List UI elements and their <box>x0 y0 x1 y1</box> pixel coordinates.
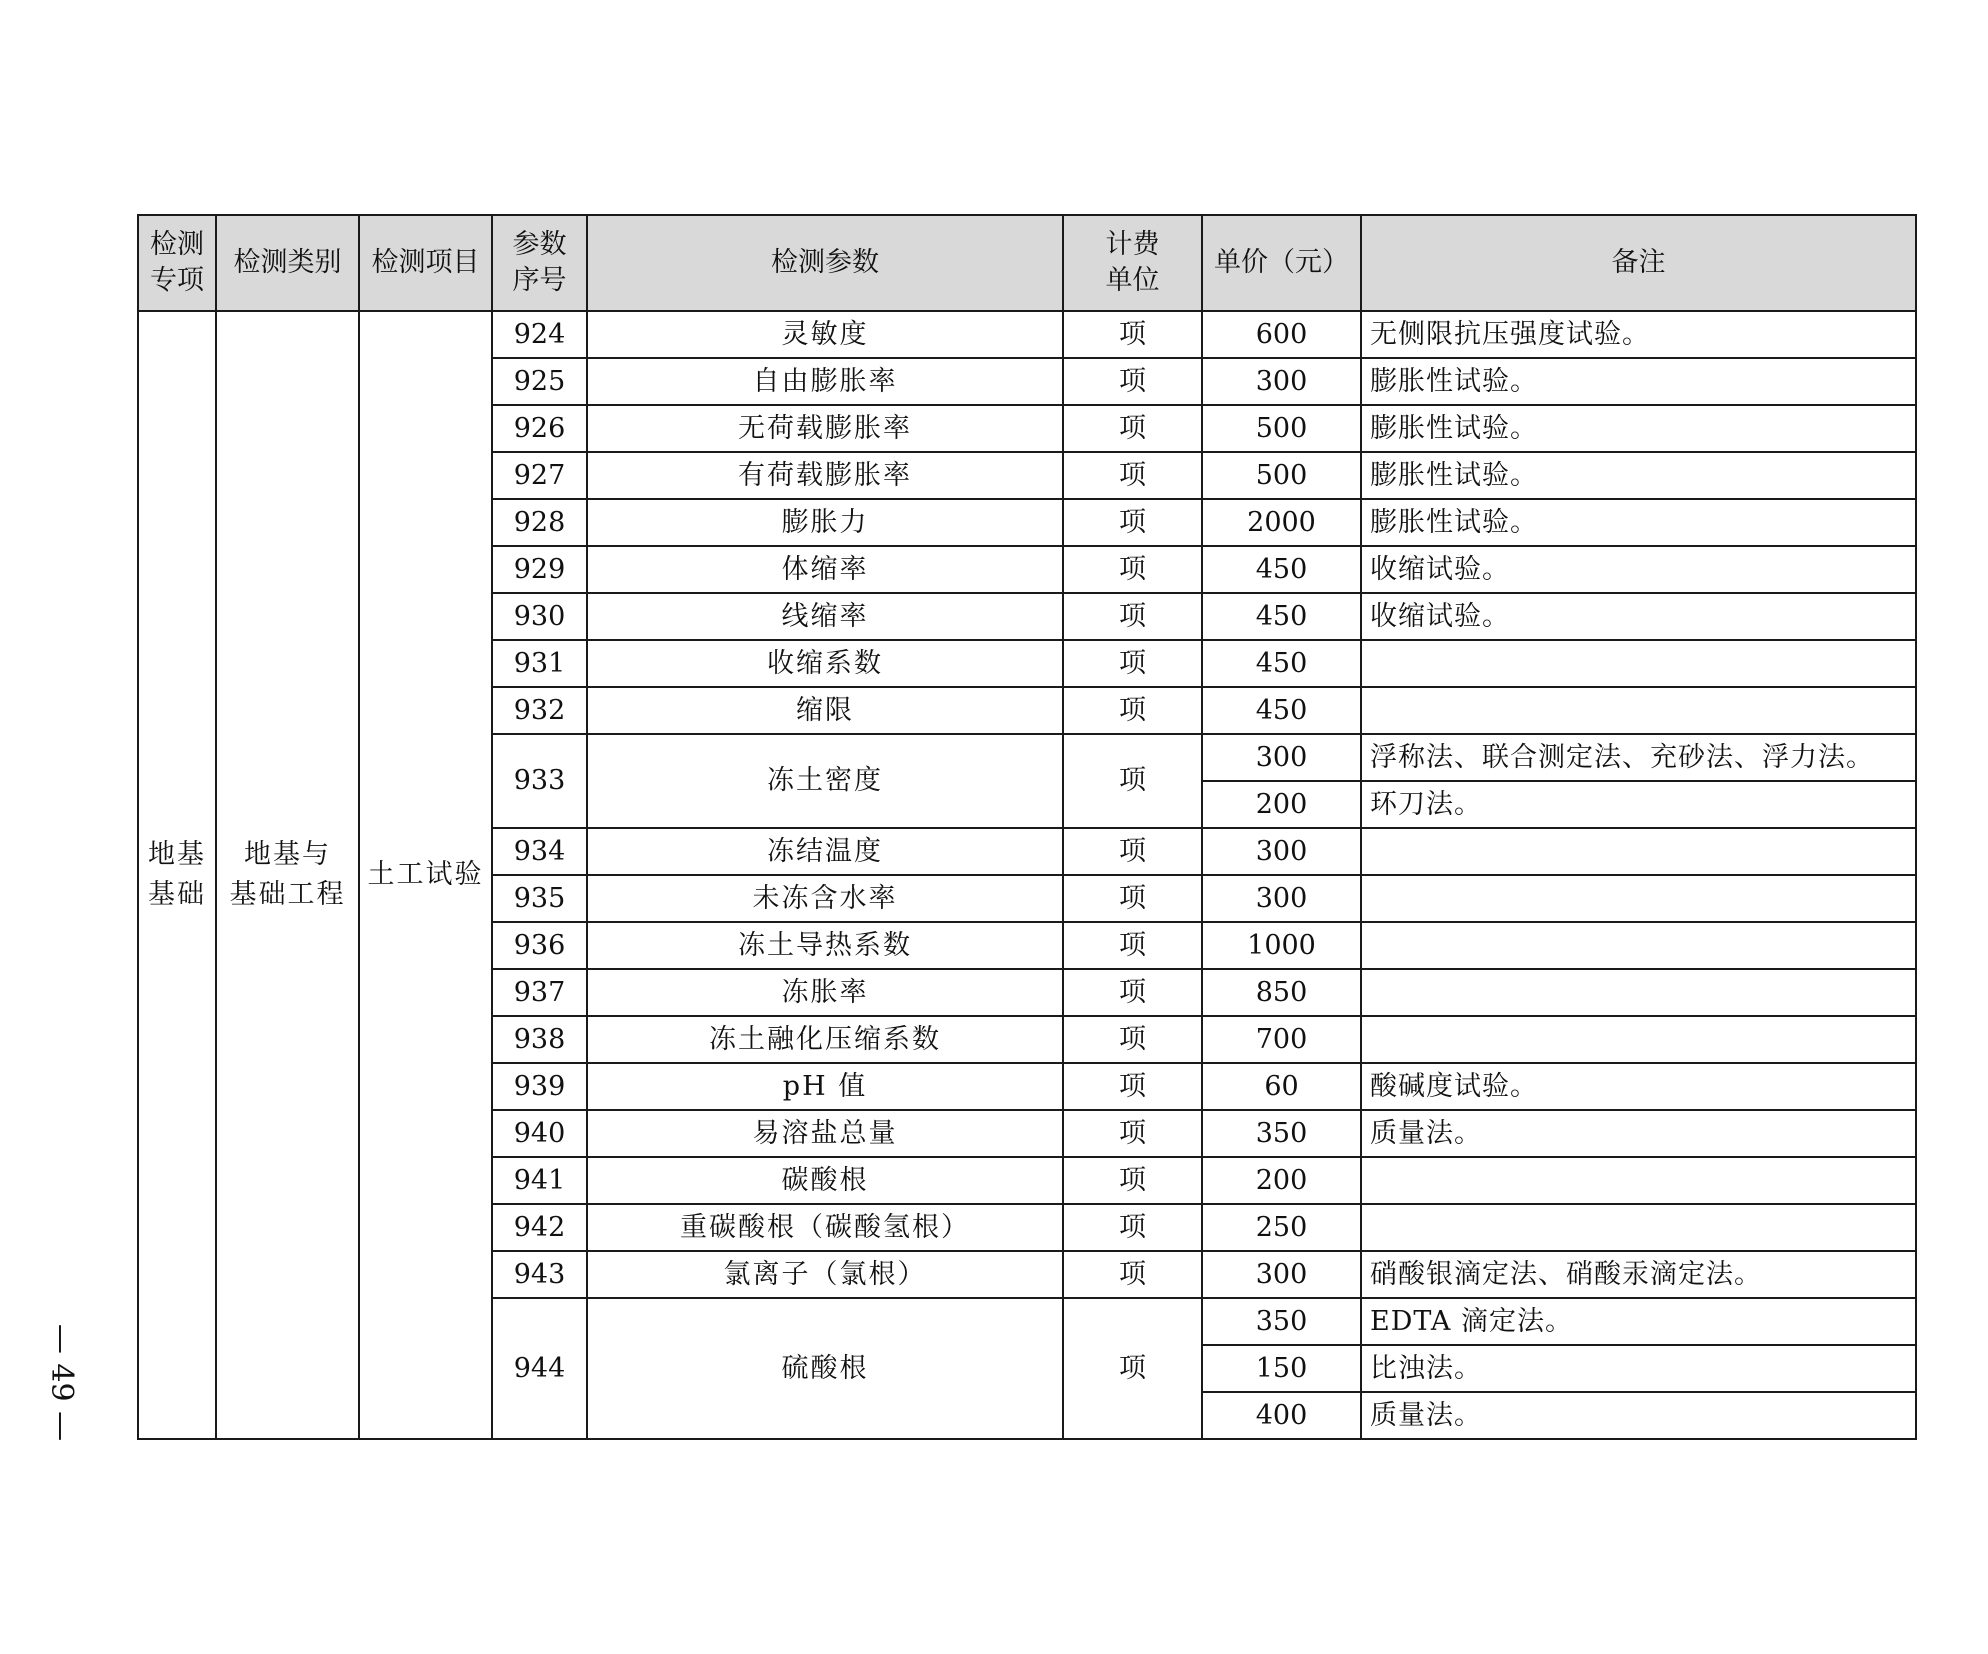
fee-unit: 项 <box>1063 734 1202 828</box>
fee-unit: 项 <box>1063 311 1202 358</box>
header-param: 检测参数 <box>587 215 1063 311</box>
table-body <box>138 311 1916 1439</box>
param-no: 932 <box>492 687 587 734</box>
fee-unit: 项 <box>1063 922 1202 969</box>
param-name: 氯离子（氯根） <box>587 1251 1063 1298</box>
remark: 比浊法。 <box>1361 1345 1916 1392</box>
group-special: 地基 基础 <box>138 311 216 1439</box>
param-no: 944 <box>492 1298 587 1439</box>
unit-price: 300 <box>1202 875 1361 922</box>
remark: 收缩试验。 <box>1361 546 1916 593</box>
unit-price: 700 <box>1202 1016 1361 1063</box>
unit-price: 450 <box>1202 546 1361 593</box>
unit-price: 150 <box>1202 1345 1361 1392</box>
param-no: 941 <box>492 1157 587 1204</box>
unit-price: 1000 <box>1202 922 1361 969</box>
remark: 浮称法、联合测定法、充砂法、浮力法。 <box>1361 734 1916 781</box>
unit-price: 450 <box>1202 593 1361 640</box>
group-category: 地基与 基础工程 <box>216 311 359 1439</box>
param-name: 冻土融化压缩系数 <box>587 1016 1063 1063</box>
fee-unit: 项 <box>1063 546 1202 593</box>
param-no: 939 <box>492 1063 587 1110</box>
unit-price: 350 <box>1202 1110 1361 1157</box>
header-price: 单价（元） <box>1202 215 1361 311</box>
unit-price: 400 <box>1202 1392 1361 1439</box>
remark: 无侧限抗压强度试验。 <box>1361 311 1916 358</box>
unit-price: 350 <box>1202 1298 1361 1345</box>
unit-price: 200 <box>1202 1157 1361 1204</box>
header-unit: 计费 单位 <box>1063 215 1202 311</box>
header-category: 检测类别 <box>216 215 359 311</box>
unit-price: 300 <box>1202 1251 1361 1298</box>
unit-price: 450 <box>1202 640 1361 687</box>
param-no: 928 <box>492 499 587 546</box>
fee-unit: 项 <box>1063 687 1202 734</box>
param-name: 收缩系数 <box>587 640 1063 687</box>
remark: 环刀法。 <box>1361 781 1916 828</box>
param-no: 936 <box>492 922 587 969</box>
remark <box>1361 969 1916 1016</box>
fee-unit: 项 <box>1063 1204 1202 1251</box>
remark: 膨胀性试验。 <box>1361 499 1916 546</box>
unit-price: 300 <box>1202 828 1361 875</box>
page-number-text: — 49 — <box>44 1323 80 1441</box>
remark: 硝酸银滴定法、硝酸汞滴定法。 <box>1361 1251 1916 1298</box>
param-no: 927 <box>492 452 587 499</box>
unit-price: 600 <box>1202 311 1361 358</box>
header-param-no: 参数 序号 <box>492 215 587 311</box>
param-name: 膨胀力 <box>587 499 1063 546</box>
header-item: 检测项目 <box>359 215 492 311</box>
param-no: 925 <box>492 358 587 405</box>
unit-price: 2000 <box>1202 499 1361 546</box>
param-name: 重碳酸根（碳酸氢根） <box>587 1204 1063 1251</box>
header-row <box>138 215 1916 311</box>
remark <box>1361 1157 1916 1204</box>
page-number <box>32 1312 92 1452</box>
unit-price: 200 <box>1202 781 1361 828</box>
fee-unit: 项 <box>1063 875 1202 922</box>
param-name: 冻土导热系数 <box>587 922 1063 969</box>
table-row <box>138 311 1916 358</box>
remark: 膨胀性试验。 <box>1361 405 1916 452</box>
remark <box>1361 922 1916 969</box>
param-name: 未冻含水率 <box>587 875 1063 922</box>
fee-unit: 项 <box>1063 1251 1202 1298</box>
param-name: 无荷载膨胀率 <box>587 405 1063 452</box>
param-name: 缩限 <box>587 687 1063 734</box>
fee-unit: 项 <box>1063 640 1202 687</box>
fee-unit: 项 <box>1063 1063 1202 1110</box>
remark <box>1361 687 1916 734</box>
param-name: 易溶盐总量 <box>587 1110 1063 1157</box>
param-no: 940 <box>492 1110 587 1157</box>
param-no: 931 <box>492 640 587 687</box>
fee-unit: 项 <box>1063 1157 1202 1204</box>
unit-price: 250 <box>1202 1204 1361 1251</box>
remark <box>1361 828 1916 875</box>
fee-unit: 项 <box>1063 593 1202 640</box>
unit-price: 300 <box>1202 358 1361 405</box>
param-name: 碳酸根 <box>587 1157 1063 1204</box>
param-no: 942 <box>492 1204 587 1251</box>
group-item: 土工试验 <box>359 311 492 1439</box>
fee-unit: 项 <box>1063 969 1202 1016</box>
remark: 膨胀性试验。 <box>1361 358 1916 405</box>
fee-unit: 项 <box>1063 828 1202 875</box>
remark <box>1361 875 1916 922</box>
param-name: 体缩率 <box>587 546 1063 593</box>
param-name: pH 值 <box>587 1063 1063 1110</box>
remark <box>1361 1204 1916 1251</box>
param-name: 冻结温度 <box>587 828 1063 875</box>
unit-price: 450 <box>1202 687 1361 734</box>
unit-price: 500 <box>1202 405 1361 452</box>
param-name: 有荷载膨胀率 <box>587 452 1063 499</box>
param-no: 943 <box>492 1251 587 1298</box>
remark: 膨胀性试验。 <box>1361 452 1916 499</box>
param-no: 929 <box>492 546 587 593</box>
remark: 质量法。 <box>1361 1392 1916 1439</box>
param-name: 冻胀率 <box>587 969 1063 1016</box>
param-name: 冻土密度 <box>587 734 1063 828</box>
fee-unit: 项 <box>1063 358 1202 405</box>
param-no: 937 <box>492 969 587 1016</box>
param-no: 924 <box>492 311 587 358</box>
param-no: 938 <box>492 1016 587 1063</box>
remark: 酸碱度试验。 <box>1361 1063 1916 1110</box>
fee-unit: 项 <box>1063 452 1202 499</box>
param-no: 934 <box>492 828 587 875</box>
param-name: 灵敏度 <box>587 311 1063 358</box>
unit-price: 60 <box>1202 1063 1361 1110</box>
unit-price: 850 <box>1202 969 1361 1016</box>
remark <box>1361 640 1916 687</box>
remark: EDTA 滴定法。 <box>1361 1298 1916 1345</box>
param-no: 926 <box>492 405 587 452</box>
fee-unit: 项 <box>1063 1016 1202 1063</box>
unit-price: 500 <box>1202 452 1361 499</box>
fee-unit: 项 <box>1063 499 1202 546</box>
header-special: 检测 专项 <box>138 215 216 311</box>
param-name: 线缩率 <box>587 593 1063 640</box>
unit-price: 300 <box>1202 734 1361 781</box>
fee-unit: 项 <box>1063 1298 1202 1439</box>
param-no: 933 <box>492 734 587 828</box>
fee-unit: 项 <box>1063 405 1202 452</box>
remark: 质量法。 <box>1361 1110 1916 1157</box>
remark: 收缩试验。 <box>1361 593 1916 640</box>
param-name: 硫酸根 <box>587 1298 1063 1439</box>
fee-unit: 项 <box>1063 1110 1202 1157</box>
param-no: 935 <box>492 875 587 922</box>
param-name: 自由膨胀率 <box>587 358 1063 405</box>
param-no: 930 <box>492 593 587 640</box>
remark <box>1361 1016 1916 1063</box>
header-remark: 备注 <box>1361 215 1916 311</box>
fee-table <box>137 214 1917 1440</box>
